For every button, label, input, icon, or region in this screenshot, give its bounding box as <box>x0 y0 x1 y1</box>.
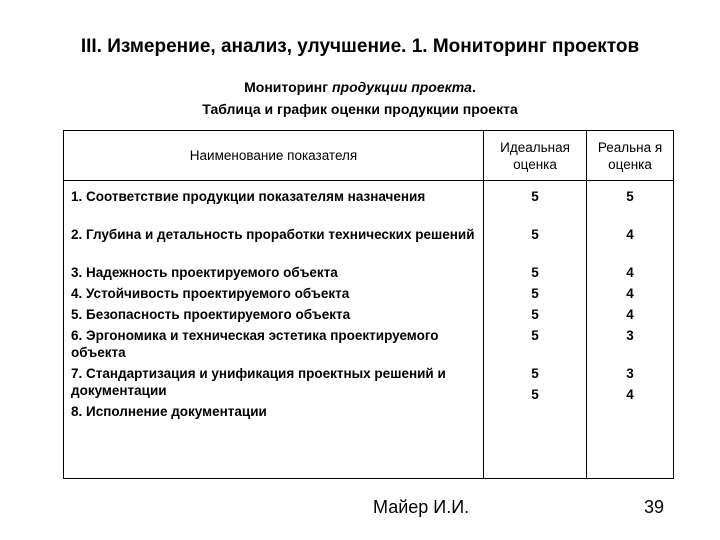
real-scores-cell <box>587 181 674 479</box>
indicator-name: 4. Устойчивость проектируемого объекта <box>71 286 350 301</box>
subtitle-prefix: Мониторинг <box>244 79 332 95</box>
subtitle-emphasis: продукции проекта <box>331 79 472 95</box>
table-caption: Таблица и график оценки продукции проекта <box>202 101 518 117</box>
ideal-score: 5 <box>531 189 539 204</box>
ideal-score: 5 <box>531 307 539 322</box>
subtitle-suffix: . <box>471 79 476 95</box>
indicator-name: 3. Надежность проектируемого объекта <box>71 265 338 280</box>
slide-subtitle <box>0 79 720 95</box>
slide-title: III. Измерение, анализ, улучшение. 1. Мониторинг проектов <box>80 36 640 57</box>
real-score: 4 <box>626 387 634 402</box>
real-score: 4 <box>626 307 634 322</box>
real-score: 3 <box>626 328 634 343</box>
footer-author: Майер И.И. <box>373 497 470 517</box>
header-real-score: Реальна я оценка <box>587 131 674 181</box>
indicator-name: 1. Соответствие продукции показателям назначения <box>71 189 426 204</box>
real-score: 3 <box>626 366 634 381</box>
indicator-name: 5. Безопасность проектируемого объекта <box>71 307 351 322</box>
ideal-score: 5 <box>531 366 539 381</box>
page-number: 39 <box>644 497 665 517</box>
indicator-name: 7. Стандартизация и унификация проектных решений и документации <box>71 366 446 398</box>
table-header-row <box>64 131 674 181</box>
ideal-scores-cell <box>484 181 587 479</box>
indicator-names-cell <box>64 181 484 479</box>
real-score: 4 <box>626 286 634 301</box>
table-body-row <box>64 181 674 479</box>
indicator-name: 6. Эргономика и техническая эстетика проектируемого объекта <box>71 328 439 360</box>
ideal-score: 5 <box>531 286 539 301</box>
indicator-name: 2. Глубина и детальность проработки технических решений <box>71 227 475 242</box>
real-score: 5 <box>626 189 634 204</box>
indicator-name: 8. Исполнение документации <box>71 404 267 419</box>
ideal-score: 5 <box>531 328 539 343</box>
header-indicator-name: Наименование показателя <box>64 131 484 181</box>
header-ideal-score: Идеальная оценка <box>484 131 587 181</box>
score-table <box>63 130 674 479</box>
real-score: 4 <box>626 265 634 280</box>
ideal-score: 5 <box>531 387 539 402</box>
ideal-score: 5 <box>531 227 539 242</box>
ideal-score: 5 <box>531 265 539 280</box>
real-score: 4 <box>626 227 634 242</box>
